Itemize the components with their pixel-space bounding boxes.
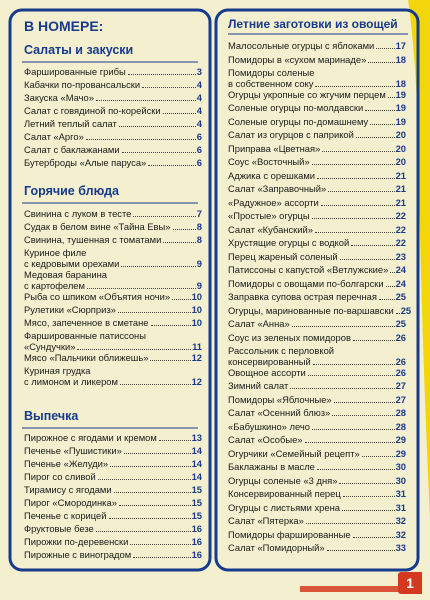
entry-title: Мясо «Пальчики оближешь» bbox=[24, 352, 149, 363]
entry-title: Пирог со сливой bbox=[24, 471, 96, 482]
toc-entry bbox=[228, 529, 406, 540]
toc-entry bbox=[228, 129, 406, 140]
dot-leader bbox=[133, 216, 195, 217]
entry-page: 26 bbox=[395, 356, 406, 367]
entry-title: Печенье «Желуди» bbox=[24, 458, 109, 469]
entry-title: Малосольные огурцы с яблоками bbox=[228, 40, 375, 51]
toc-entry bbox=[228, 102, 406, 113]
entry-page: 21 bbox=[395, 196, 406, 208]
dot-leader bbox=[332, 415, 394, 416]
entry-page: 6 bbox=[196, 157, 202, 168]
entry-title: Пирожные с виноградом bbox=[24, 549, 132, 560]
entry-page: 16 bbox=[191, 523, 202, 534]
dot-leader bbox=[124, 453, 191, 454]
entry-title: Салат из огурцов с паприкой bbox=[228, 129, 354, 140]
entry-page: 27 bbox=[395, 380, 406, 391]
entry-page: 8 bbox=[196, 234, 202, 245]
toc-entry bbox=[24, 304, 202, 315]
entry-page: 24 bbox=[395, 277, 406, 289]
entry-title: Салат «Особые» bbox=[228, 434, 303, 445]
toc-entry bbox=[24, 432, 202, 443]
page-heading: В НОМЕРЕ: bbox=[24, 18, 104, 34]
dot-leader bbox=[121, 266, 195, 267]
dot-leader bbox=[368, 62, 394, 63]
entry-title: Фаршированные патиссоны bbox=[24, 330, 146, 341]
toc-entry bbox=[24, 536, 202, 547]
entry-page: 19 bbox=[395, 102, 406, 113]
entry-page: 4 bbox=[196, 118, 202, 129]
dot-leader bbox=[142, 87, 196, 88]
entry-title: Приправа «Цветная» bbox=[228, 142, 321, 154]
toc-entry bbox=[228, 143, 406, 154]
dot-leader bbox=[343, 496, 395, 497]
dot-leader bbox=[370, 124, 394, 125]
entry-page: 4 bbox=[196, 79, 202, 90]
entry-title: Огурцы укропные со жгучим перцем bbox=[228, 88, 386, 100]
entry-page: 26 bbox=[395, 366, 406, 378]
entry-title: Медовая баранина bbox=[24, 269, 107, 280]
entry-title: Пирожки по-деревенски bbox=[24, 536, 129, 547]
entry-page: 25 bbox=[395, 291, 406, 302]
dot-leader bbox=[353, 537, 395, 538]
entry-page: 18 bbox=[395, 78, 406, 89]
entry-page: 14 bbox=[191, 445, 202, 456]
entry-title: Овощное ассорти bbox=[228, 366, 306, 378]
entry-title-cont: консервированный bbox=[228, 356, 311, 367]
entry-title: Огурцы, маринованные по-варшавски bbox=[228, 304, 394, 316]
dot-leader bbox=[327, 550, 395, 551]
dot-leader bbox=[315, 86, 394, 87]
entry-page: 19 bbox=[395, 115, 406, 127]
toc-entry bbox=[228, 116, 406, 127]
entry-title: Салат «Заправочный» bbox=[228, 183, 327, 194]
entry-title: Салат «Осенний блюз» bbox=[228, 407, 331, 418]
entry-title: Салат с говядиной по-корейски bbox=[24, 105, 161, 116]
toc-entry bbox=[228, 89, 406, 100]
entry-title: Фаршированные грибы bbox=[24, 66, 126, 77]
toc-entry bbox=[228, 502, 406, 513]
dot-leader bbox=[163, 113, 196, 114]
dot-leader bbox=[376, 48, 394, 49]
entry-page: 23 bbox=[395, 250, 406, 262]
dot-leader bbox=[128, 74, 196, 75]
section-title: Выпечка bbox=[24, 409, 79, 423]
entry-page: 22 bbox=[395, 237, 406, 248]
entry-title: Куриная грудка bbox=[24, 365, 91, 376]
dot-leader bbox=[148, 165, 196, 166]
toc-entry bbox=[24, 247, 202, 269]
entry-title: Хрустящие огурцы с водкой bbox=[228, 237, 350, 248]
entry-title-cont: с картофелем bbox=[24, 280, 85, 291]
entry-title: Мясо, запеченное в сметане bbox=[24, 317, 149, 328]
entry-title: Фруктовые безе bbox=[24, 523, 94, 534]
section-title-preserves: Летние заготовки из овощей bbox=[228, 17, 398, 31]
dot-leader bbox=[96, 531, 191, 532]
dot-leader bbox=[315, 232, 395, 233]
dot-leader bbox=[386, 286, 395, 287]
toc-entry bbox=[228, 40, 406, 51]
toc-entry bbox=[228, 183, 406, 194]
dot-leader bbox=[163, 242, 195, 243]
entry-title: Салат «Кубанский» bbox=[228, 223, 313, 235]
entry-title: Огурчики «Семейный рецепт» bbox=[228, 447, 360, 459]
dot-leader bbox=[305, 442, 395, 443]
entry-page: 15 bbox=[191, 484, 202, 495]
toc-entry bbox=[228, 291, 406, 302]
toc-entry bbox=[228, 156, 406, 167]
dot-leader bbox=[118, 312, 191, 313]
entry-title: Помидоры «Яблочные» bbox=[228, 393, 332, 405]
page-number-badge: 1 bbox=[398, 572, 422, 594]
entry-title: Салат «Арго» bbox=[24, 131, 84, 142]
entry-page: 16 bbox=[191, 549, 202, 560]
entry-page: 3 bbox=[196, 66, 202, 77]
entry-page: 25 bbox=[400, 304, 412, 316]
dot-leader bbox=[133, 557, 190, 558]
entry-title: «Бабушкино» лечо bbox=[228, 420, 310, 432]
entry-page: 26 bbox=[395, 331, 406, 343]
entry-page: 19 bbox=[395, 88, 406, 100]
dot-leader bbox=[351, 245, 394, 246]
entry-page: 7 bbox=[196, 208, 202, 219]
dot-leader bbox=[122, 152, 196, 153]
entry-title: Салат с баклажанами bbox=[24, 144, 120, 155]
dot-leader bbox=[342, 510, 395, 511]
entry-page: 29 bbox=[395, 447, 406, 459]
entry-title: Салат «Анна» bbox=[228, 318, 290, 329]
dot-leader bbox=[390, 272, 394, 273]
entry-page: 30 bbox=[395, 474, 406, 486]
dot-leader bbox=[328, 191, 394, 192]
dot-leader bbox=[313, 364, 395, 365]
dot-leader bbox=[110, 466, 191, 467]
entry-page: 6 bbox=[196, 131, 202, 142]
dot-leader bbox=[290, 388, 394, 389]
toc-entry bbox=[24, 365, 202, 387]
dot-leader bbox=[151, 325, 191, 326]
entry-page: 20 bbox=[395, 142, 406, 154]
dot-leader bbox=[365, 110, 394, 111]
entry-title: Огурцы с листьями хрена bbox=[228, 501, 340, 513]
dot-leader bbox=[322, 151, 394, 152]
toc-entry bbox=[228, 210, 406, 221]
entry-title: Баклажаны в масле bbox=[228, 461, 315, 472]
entry-title: Печенье с корицей bbox=[24, 510, 107, 521]
entry-title: Бутерброды «Алые паруса» bbox=[24, 157, 147, 168]
entry-page: 15 bbox=[191, 497, 202, 508]
entry-title: «Простые» огурцы bbox=[228, 210, 310, 221]
toc-entry bbox=[24, 79, 202, 90]
toc-entry bbox=[24, 317, 202, 328]
dot-leader bbox=[173, 229, 196, 230]
entry-title: Пирог «Смородинка» bbox=[24, 497, 117, 508]
entry-page: 8 bbox=[196, 221, 202, 232]
entry-page: 22 bbox=[395, 210, 406, 221]
toc-entry bbox=[228, 54, 406, 65]
entry-title: Летний теплый салат bbox=[24, 118, 117, 129]
entry-page: 32 bbox=[395, 528, 406, 540]
entry-title: Перец жареный соленый bbox=[228, 250, 338, 262]
entry-title: Свинина, тушенная с томатами bbox=[24, 234, 162, 245]
entry-page: 22 bbox=[395, 223, 406, 235]
entry-title: Кабачки по-провансальски bbox=[24, 79, 141, 90]
entry-page: 21 bbox=[395, 169, 406, 181]
entry-title: Пирожное с ягодами и кремом bbox=[24, 432, 157, 443]
toc-entry bbox=[24, 131, 202, 142]
dot-leader bbox=[119, 505, 191, 506]
entry-page: 11 bbox=[192, 341, 202, 352]
dot-leader bbox=[388, 97, 395, 98]
entry-title: «Радужное» ассорти bbox=[228, 196, 319, 208]
dot-leader bbox=[120, 384, 191, 385]
entry-page: 10 bbox=[191, 317, 202, 328]
entry-title: Салат «Пятерка» bbox=[228, 515, 304, 526]
dot-leader bbox=[317, 469, 395, 470]
entry-title: Закуска «Мачо» bbox=[24, 92, 94, 103]
entry-page: 14 bbox=[191, 471, 202, 482]
entry-title: Консервированный перец bbox=[228, 488, 341, 499]
entry-page: 24 bbox=[395, 264, 406, 275]
entry-title: Тирамису с ягодами bbox=[24, 484, 112, 495]
entry-page: 12 bbox=[191, 376, 202, 387]
entry-title: Заправка супова острая перечная bbox=[228, 291, 377, 302]
bottom-red-stripe bbox=[300, 586, 400, 592]
toc-entry bbox=[228, 367, 406, 378]
toc-entry bbox=[228, 461, 406, 472]
entry-page: 32 bbox=[395, 515, 406, 526]
dot-leader bbox=[77, 349, 191, 350]
entry-title: Соус из зеленых помидоров bbox=[228, 331, 351, 343]
entry-title: Помидоры в «сухом маринаде» bbox=[228, 53, 367, 65]
dot-leader bbox=[312, 164, 395, 165]
toc-entry bbox=[228, 448, 406, 459]
toc-entry bbox=[228, 515, 406, 526]
entry-page: 28 bbox=[395, 407, 406, 418]
entry-title-cont: в собственном соку bbox=[228, 78, 314, 89]
toc-entry bbox=[228, 345, 406, 367]
dot-leader bbox=[334, 402, 395, 403]
entry-page: 13 bbox=[191, 432, 202, 443]
toc-entry bbox=[228, 278, 406, 289]
dot-leader bbox=[353, 340, 395, 341]
dot-leader bbox=[119, 126, 196, 127]
entry-page: 21 bbox=[395, 183, 406, 194]
toc-entry bbox=[24, 66, 202, 77]
entry-page: 6 bbox=[196, 144, 202, 155]
entry-page: 29 bbox=[395, 434, 406, 445]
toc-entry bbox=[228, 475, 406, 486]
entry-title: Помидоры фаршированные bbox=[228, 528, 351, 540]
toc-entry bbox=[228, 224, 406, 235]
dot-leader bbox=[96, 100, 196, 101]
toc-entry bbox=[24, 208, 202, 219]
toc-entry bbox=[228, 380, 406, 391]
toc-entry bbox=[228, 237, 406, 248]
toc-entry bbox=[24, 92, 202, 103]
toc-entry bbox=[24, 445, 202, 456]
section-title: Салаты и закуски bbox=[24, 43, 134, 57]
dot-leader bbox=[109, 518, 191, 519]
toc-entry bbox=[24, 458, 202, 469]
toc-entry bbox=[24, 549, 202, 560]
toc-entry bbox=[24, 144, 202, 155]
entry-title: Помидоры с овощами по-болгарски bbox=[228, 277, 384, 289]
entry-page: 10 bbox=[191, 291, 202, 302]
entry-page: 15 bbox=[191, 510, 202, 521]
entry-page: 31 bbox=[395, 488, 406, 499]
dot-leader bbox=[396, 313, 400, 314]
entry-title: Соус «Восточный» bbox=[228, 156, 310, 167]
toc-entry bbox=[24, 157, 202, 168]
entry-page: 9 bbox=[196, 280, 202, 291]
dot-leader bbox=[312, 429, 395, 430]
entry-page: 25 bbox=[395, 318, 406, 329]
entry-title: Рулетики «Сюрприз» bbox=[24, 304, 116, 315]
dot-leader bbox=[356, 137, 395, 138]
toc-entry bbox=[228, 421, 406, 432]
dot-leader bbox=[379, 299, 395, 300]
toc-entry bbox=[24, 484, 202, 495]
dot-leader bbox=[317, 178, 395, 179]
entry-page: 4 bbox=[196, 105, 202, 116]
dot-leader bbox=[340, 259, 395, 260]
entry-title: Огурцы соленые «3 дня» bbox=[228, 474, 338, 486]
toc-entry bbox=[24, 510, 202, 521]
entry-page: 14 bbox=[191, 458, 202, 469]
dot-leader bbox=[362, 456, 395, 457]
toc-entry bbox=[228, 170, 406, 181]
dot-leader bbox=[321, 205, 395, 206]
toc-entry bbox=[228, 332, 406, 343]
entry-title: Патиссоны с капустой «Ветлужские» bbox=[228, 264, 389, 275]
entry-title: Зимний салат bbox=[228, 380, 289, 391]
entry-title: Куриное филе bbox=[24, 247, 87, 258]
entry-title: Салат «Помидорный» bbox=[228, 542, 325, 553]
entry-page: 9 bbox=[196, 258, 202, 269]
toc-entry bbox=[228, 251, 406, 262]
toc-entry bbox=[24, 269, 202, 291]
dot-leader bbox=[312, 218, 395, 219]
entry-page: 31 bbox=[395, 501, 406, 513]
entry-title: Свинина с луком в тесте bbox=[24, 208, 132, 219]
entry-page: 17 bbox=[395, 40, 406, 51]
toc-entry bbox=[24, 234, 202, 245]
entry-page: 20 bbox=[395, 156, 406, 167]
entry-page: 33 bbox=[395, 542, 406, 553]
dot-leader bbox=[130, 544, 190, 545]
entry-page: 18 bbox=[395, 53, 406, 65]
toc-entry bbox=[228, 407, 406, 418]
entry-title: Соленые огурцы по-молдавски bbox=[228, 102, 364, 113]
entry-page: 27 bbox=[395, 393, 406, 405]
dot-leader bbox=[98, 479, 191, 480]
dot-leader bbox=[114, 492, 191, 493]
toc-entry bbox=[228, 318, 406, 329]
entry-page: 16 bbox=[191, 536, 202, 547]
entry-page: 12 bbox=[191, 352, 202, 363]
entry-page: 20 bbox=[395, 129, 406, 140]
dot-leader bbox=[86, 139, 196, 140]
toc-entry bbox=[24, 221, 202, 232]
entry-title-cont: с лимоном и ликером bbox=[24, 376, 118, 387]
dot-leader bbox=[308, 375, 395, 376]
toc-entry bbox=[228, 542, 406, 553]
entry-page: 4 bbox=[196, 92, 202, 103]
entry-title: Помидоры соленые bbox=[228, 67, 315, 78]
entry-title: Аджика с орешками bbox=[228, 169, 316, 181]
entry-title: Судак в белом вине «Тайна Евы» bbox=[24, 221, 171, 232]
entry-title: Рассольник с перловкой bbox=[228, 345, 335, 356]
dot-leader bbox=[292, 326, 395, 327]
entry-title: Рыба со шпиком «Объятия ночи» bbox=[24, 291, 171, 302]
toc-entry bbox=[228, 394, 406, 405]
toc-entry bbox=[228, 304, 412, 316]
toc-entry bbox=[24, 471, 202, 482]
entry-page: 10 bbox=[191, 304, 202, 315]
entry-title-cont: с кедровыми орехами bbox=[24, 258, 120, 269]
entry-title: Соленые огурцы по-домашнему bbox=[228, 115, 369, 127]
toc-entry bbox=[24, 523, 202, 534]
toc-entry bbox=[228, 488, 406, 499]
dot-leader bbox=[150, 360, 190, 361]
entry-page: 28 bbox=[395, 420, 406, 432]
toc-entry bbox=[24, 291, 202, 302]
section-title: Горячие блюда bbox=[24, 184, 119, 198]
toc-entry bbox=[228, 67, 406, 89]
dot-leader bbox=[172, 299, 190, 300]
dot-leader bbox=[87, 288, 196, 289]
dot-leader bbox=[306, 523, 395, 524]
toc-entry bbox=[228, 434, 406, 445]
toc-entry bbox=[24, 497, 202, 508]
toc-entry bbox=[24, 118, 202, 129]
entry-title: Печенье «Пушистики» bbox=[24, 445, 122, 456]
toc-entry bbox=[24, 330, 202, 352]
dot-leader bbox=[339, 483, 394, 484]
dot-leader bbox=[159, 440, 191, 441]
entry-title-cont: «Сундучки» bbox=[24, 341, 76, 352]
entry-page: 30 bbox=[395, 461, 406, 472]
toc-entry bbox=[24, 352, 202, 363]
toc-entry bbox=[228, 197, 406, 208]
toc-entry bbox=[228, 264, 406, 275]
toc-entry bbox=[24, 105, 202, 116]
